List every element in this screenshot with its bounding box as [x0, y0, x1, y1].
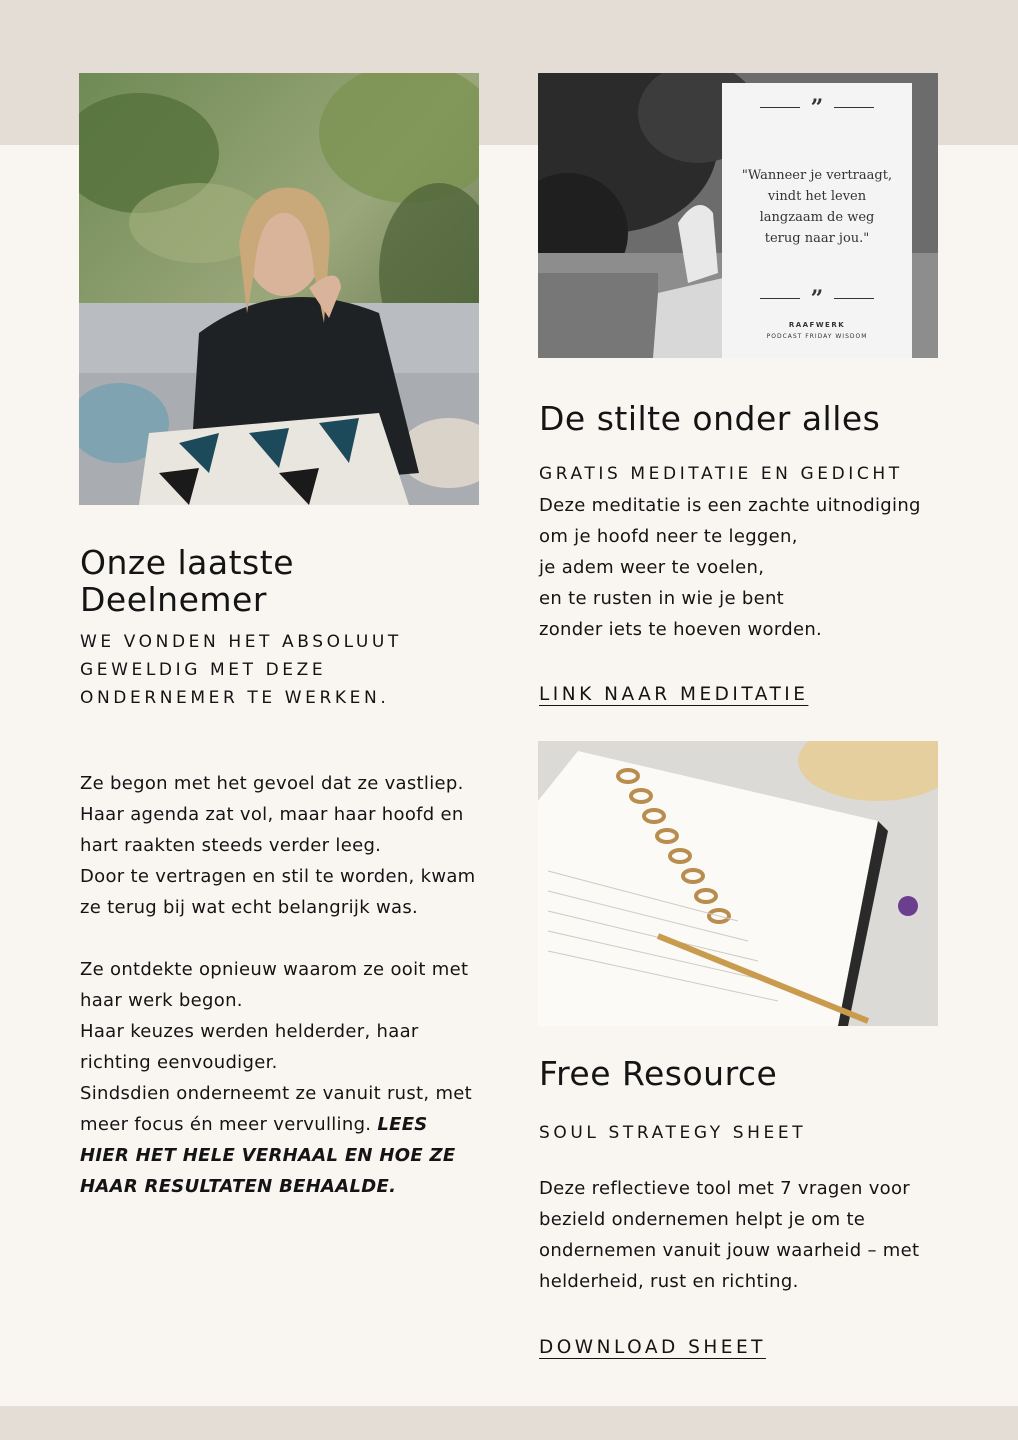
bottom-band [0, 1406, 1018, 1440]
quote-text: "Wanneer je vertraagt, vindt het leven langzaam de weg terug naar jou." [741, 168, 893, 246]
meditation-link[interactable]: LINK NAAR MEDITATIE [539, 684, 809, 705]
participant-story [80, 768, 480, 1202]
participant-heading-line: Deelnemer [80, 580, 267, 619]
resource-subheading: SOUL STRATEGY SHEET [539, 1123, 807, 1143]
quote-subtitle: PODCAST FRIDAY WISDOM [766, 333, 868, 340]
quote-card [722, 83, 912, 358]
resource-body: Deze reflectieve tool met 7 vragen voor bezield ondernemen helpt je om te ondernemen vanuit jouw waarheid – met helderheid, rust en richting. [539, 1178, 920, 1292]
participant-subheading: WE VONDEN HET ABSOLUUT GEWELDIG MET DEZE ONDERNEMER TE WERKEN. [80, 632, 402, 708]
meditation-body: Deze meditatie is een zachte uitnodiging om je hoofd neer te leggen, je adem weer te voelen, en te rusten in wie je bent zonder iets te hoeven worden. [539, 495, 921, 640]
quote-mark-top: ” [810, 95, 824, 121]
meditation-heading: De stilte onder alles [539, 399, 881, 438]
quote-divider [834, 107, 874, 108]
participant-heading-line: Onze laatste [80, 543, 294, 582]
quote-brand: RAAFWERK [788, 321, 846, 329]
participant-photo [79, 73, 479, 505]
download-sheet-link[interactable]: DOWNLOAD SHEET [539, 1337, 766, 1358]
quote-mark-bottom: ” [810, 286, 824, 312]
notebook-photo [538, 741, 938, 1026]
participant-story-text: Ze begon met het gevoel dat ze vastliep. Haar agenda zat vol, maar haar hoofd en hart raakten steeds verder leeg. Door te vertragen en stil te worden, kwam ze terug bij wat echt belangrijk was. Ze ontdekte opnieuw waarom ze ooit met haar werk begon. Haar keuzes werden helderder, haar richting eenvoudiger. Sindsdien onderneemt ze vanuit rust, met meer focus én meer vervulling. [80, 773, 476, 1135]
participant-story-cta[interactable]: LEES HIER HET HELE VERHAAL EN HOE ZE HAAR RESULTATEN BEHAALDE. [80, 1114, 456, 1197]
quote-divider [834, 298, 874, 299]
participant-heading [80, 544, 294, 618]
meditation-subheading: GRATIS MEDITATIE EN GEDICHT [539, 464, 903, 484]
resource-heading: Free Resource [539, 1054, 778, 1093]
